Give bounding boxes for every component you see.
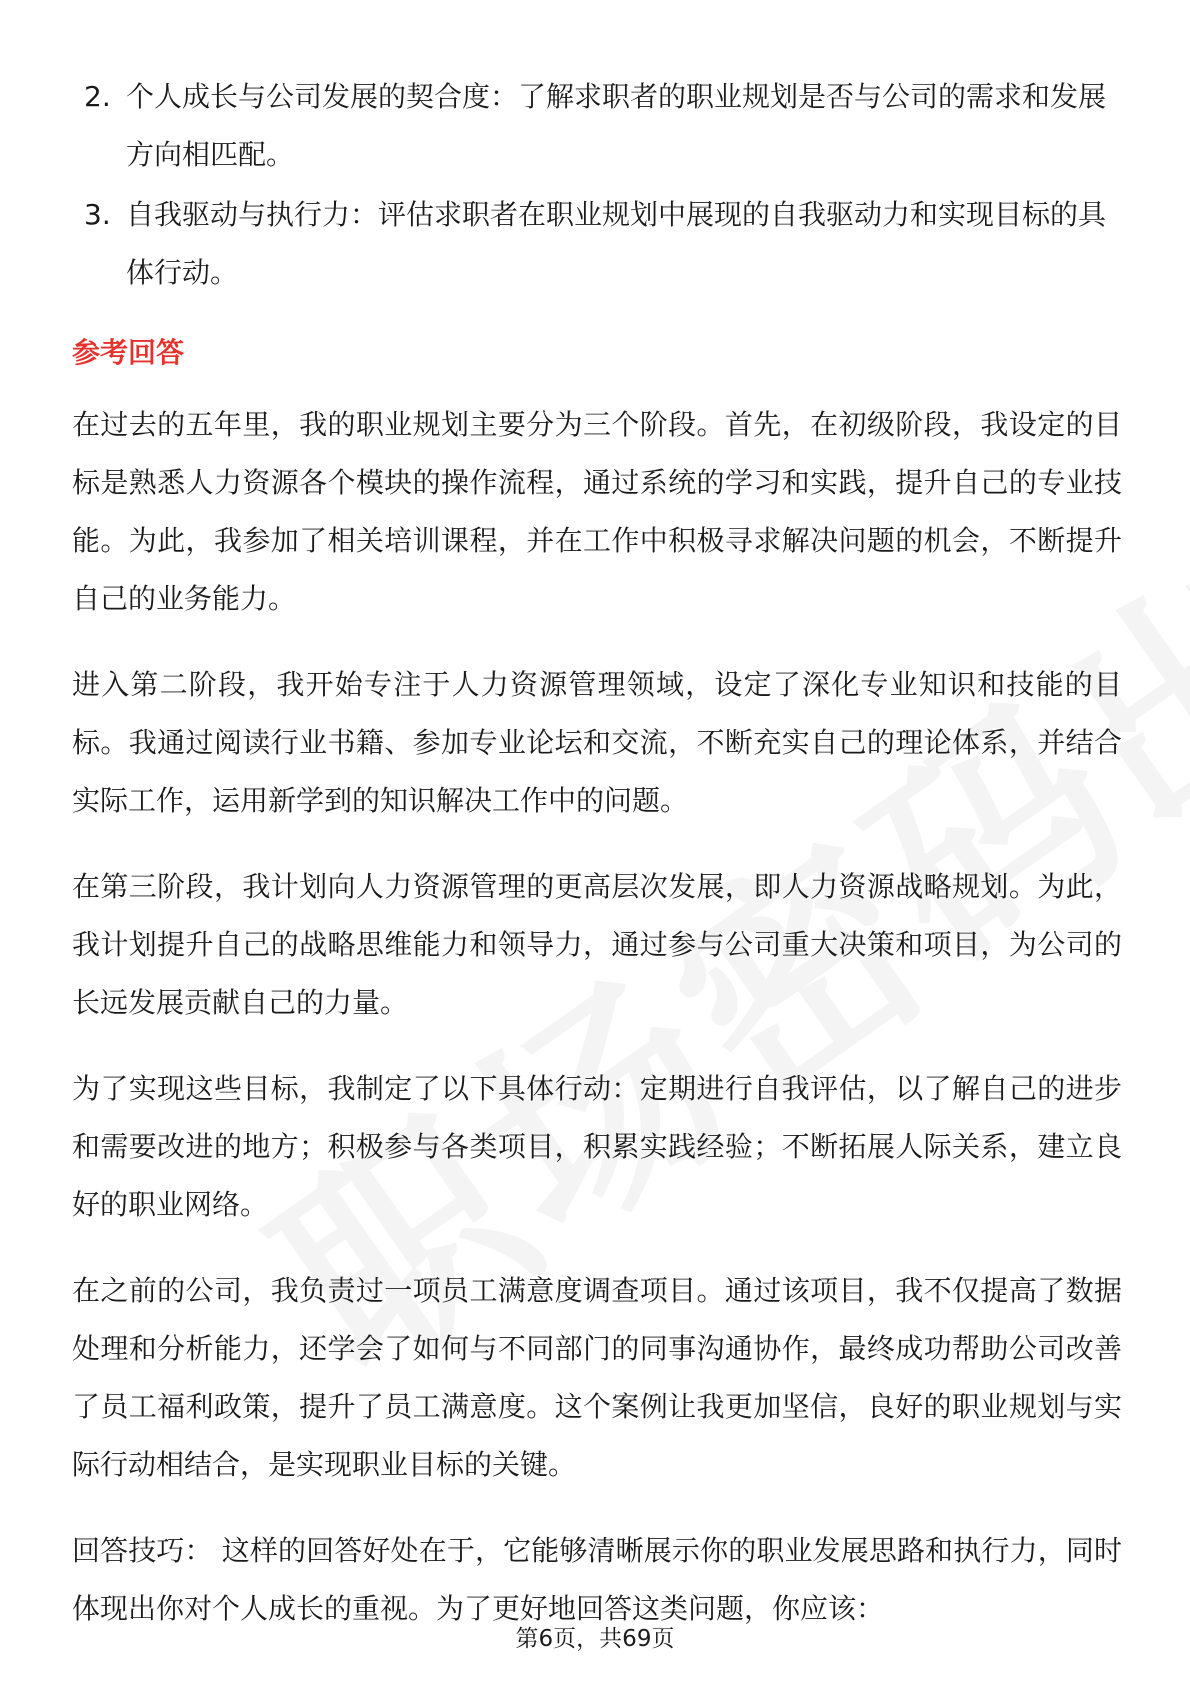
list-text: 个人成长与公司发展的契合度：了解求职者的职业规划是否与公司的需求和发展方向相匹配。 <box>126 80 1107 171</box>
paragraph: 回答技巧： 这样的回答好处在于，它能够清晰展示你的职业发展思路和执行力，同时体现出你对个人成长的重视。为了更好地回答这类问题，你应该： <box>72 1534 1122 1625</box>
paragraph: 为了实现这些目标，我制定了以下具体行动：定期进行自我评估，以了解自己的进步和需要改进的地方；积极参与各类项目，积累实践经验；不断拓展人际关系，建立良好的职业网络。 <box>72 1072 1122 1221</box>
paragraph: 在第三阶段，我计划向人力资源管理的更高层次发展，即人力资源战略规划。为此，我计划提升自己的战略思维能力和领导力，通过参与公司重大决策和项目，为公司的长远发展贡献自己的力量。 <box>72 870 1122 1019</box>
list-number: 3. <box>84 198 111 231</box>
list-number: 2. <box>84 80 111 113</box>
paragraph: 进入第二阶段，我开始专注于人力资源管理领域，设定了深化专业知识和技能的目标。我通过阅读行业书籍、参加专业论坛和交流，不断充实自己的理论体系，并结合实际工作，运用新学到的知识解决工作中的问题。 <box>72 668 1122 817</box>
document-page <box>72 68 1122 1666</box>
list-item <box>72 186 1122 302</box>
paragraph: 在之前的公司，我负责过一项员工满意度调查项目。通过该项目，我不仅提高了数据处理和分析能力，还学会了如何与不同部门的同事沟通协作，最终成功帮助公司改善了员工福利政策，提升了员工满意度。这个案例让我更加坚信，良好的职业规划与实际行动相结合，是实现职业目标的关键。 <box>72 1274 1122 1481</box>
list-text: 自我驱动与执行力：评估求职者在职业规划中展现的自我驱动力和实现目标的具体行动。 <box>126 198 1107 289</box>
paragraph: 在过去的五年里，我的职业规划主要分为三个阶段。首先，在初级阶段，我设定的目标是熟悉人力资源各个模块的操作流程，通过系统的学习和实践，提升自己的专业技能。为此，我参加了相关培训课程，并在工作中积极寻求解决问题的机会，不断提升自己的业务能力。 <box>72 408 1122 615</box>
section-heading: 参考回答 <box>72 336 185 369</box>
list-item <box>72 68 1122 184</box>
page-footer: 第6页，共69页 <box>515 1626 675 1652</box>
